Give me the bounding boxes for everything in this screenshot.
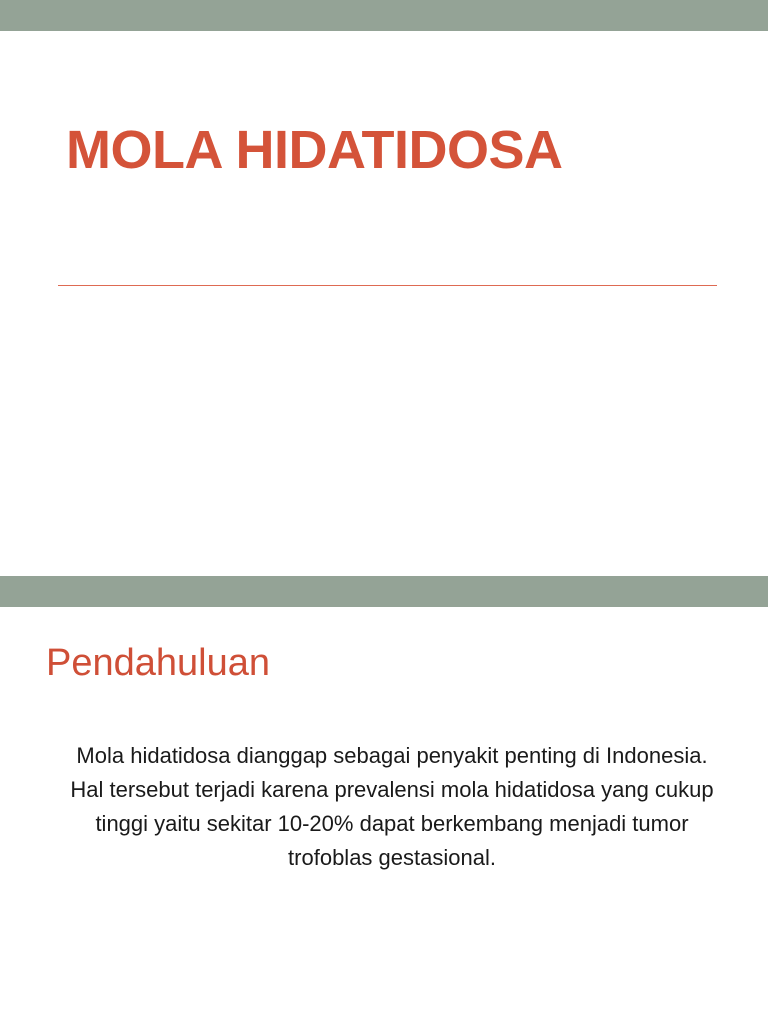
slide-title: MOLA HIDATIDOSA — [66, 120, 563, 180]
section-heading: Pendahuluan — [46, 642, 270, 684]
slide-header-band — [0, 576, 768, 607]
body-paragraph: Mola hidatidosa dianggap sebagai penyakit penting di Indonesia. Hal tersebut terjadi karena prevalensi mola hidatidosa yang cukup tinggi yaitu sekitar 10-20% dapat berkembang menjadi tumor trofoblas gestasional. — [70, 743, 714, 870]
slide-header-band — [0, 0, 768, 31]
title-divider — [58, 285, 717, 286]
